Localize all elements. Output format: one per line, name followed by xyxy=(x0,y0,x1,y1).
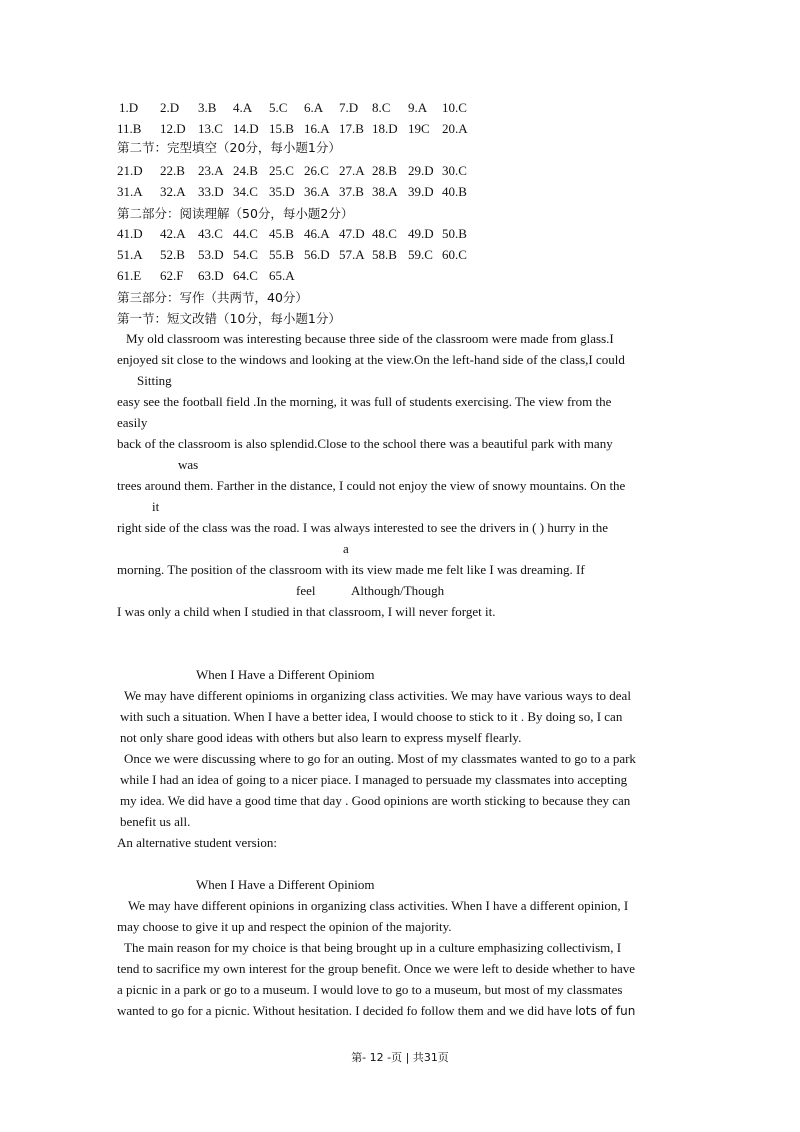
answer-cell: 19C xyxy=(408,121,430,136)
answer-cell: 54.C xyxy=(233,247,258,262)
answer-cell: 55.B xyxy=(269,247,294,262)
essay-line-text: lots of fun xyxy=(575,1004,636,1018)
essay-line: while I had an idea of going to a nicer piace. I managed to persuade my classmates into accepting xyxy=(120,772,628,787)
answer-cell: 34.C xyxy=(233,184,258,199)
answer-cell: 32.A xyxy=(160,184,186,199)
answer-cell: 62.F xyxy=(160,268,184,283)
answer-cell: 4.A xyxy=(233,100,253,115)
answer-cell: 42.A xyxy=(160,226,186,241)
answer-cell: 60.C xyxy=(442,247,467,262)
essay-line: may choose to give it up and respect the opinion of the majority. xyxy=(117,919,452,934)
essay-line: We may have different opinioms in organizing class activities. We may have various ways to deal xyxy=(124,688,631,703)
answer-cell: 17.B xyxy=(339,121,364,136)
answer-cell: 61.E xyxy=(117,268,142,283)
answer-cell: 3.B xyxy=(198,100,217,115)
answer-cell: 24.B xyxy=(233,163,258,178)
essay-line: not only share good ideas with others but also learn to express myself flearly. xyxy=(120,730,522,745)
essay-line: a picnic in a park or go to a museum. I would love to go to a museum, but most of my classmates xyxy=(117,982,623,997)
answer-cell: 20.A xyxy=(442,121,468,136)
correction-mark: a xyxy=(343,541,349,556)
essay-line: with such a situation. When I have a better idea, I would choose to stick to it . By doing so, I can xyxy=(120,709,623,724)
essay-title: When I Have a Different Opiniom xyxy=(196,877,375,892)
answer-cell: 21.D xyxy=(117,163,143,178)
answer-cell: 38.A xyxy=(372,184,398,199)
heading-cloze: 第二节：完型填空（20分，每小题1分） xyxy=(117,140,341,155)
answer-cell: 45.B xyxy=(269,226,294,241)
answer-cell: 43.C xyxy=(198,226,223,241)
correction-line: I was only a child when I studied in that classroom, I will never forget it. xyxy=(117,604,496,619)
essay-line: benefit us all. xyxy=(120,814,191,829)
answer-cell: 28.B xyxy=(372,163,397,178)
correction-line: right side of the class was the road. I was always interested to see the drivers in ( ) hurry in the xyxy=(117,520,608,535)
answer-cell: 50.B xyxy=(442,226,467,241)
heading-correction: 第一节：短文改错（10分，每小题1分） xyxy=(117,311,341,326)
correction-mark: Although/Though xyxy=(351,583,445,598)
answer-cell: 26.C xyxy=(304,163,329,178)
correction-mark: was xyxy=(178,457,199,472)
answer-cell: 57.A xyxy=(339,247,365,262)
correction-mark: easily xyxy=(117,415,148,430)
answer-cell: 29.D xyxy=(408,163,434,178)
answer-cell: 27.A xyxy=(339,163,365,178)
answer-cell: 36.A xyxy=(304,184,330,199)
answer-cell: 10.C xyxy=(442,100,467,115)
answer-cell: 56.D xyxy=(304,247,330,262)
answer-cell: 11.B xyxy=(117,121,142,136)
correction-line: My old classroom was interesting because three side of the classroom were made from glass.I xyxy=(126,331,614,346)
answer-cell: 9.A xyxy=(408,100,428,115)
answer-cell: 49.D xyxy=(408,226,434,241)
essay-line xyxy=(117,1003,635,1019)
essay-line: Once we were discussing where to go for an outing. Most of my classmates wanted to go to a park xyxy=(124,751,636,766)
answer-cell: 16.A xyxy=(304,121,330,136)
essay-line: The main reason for my choice is that being brought up in a culture emphasizing collectivism, I xyxy=(124,940,622,955)
answer-cell: 47.D xyxy=(339,226,365,241)
answer-cell: 12.D xyxy=(160,121,186,136)
answer-cell: 25.C xyxy=(269,163,294,178)
answer-cell: 14.D xyxy=(233,121,259,136)
answer-cell: 53.D xyxy=(198,247,224,262)
answer-cell: 58.B xyxy=(372,247,397,262)
answer-cell: 6.A xyxy=(304,100,324,115)
answer-cell: 30.C xyxy=(442,163,467,178)
essay-line: tend to sacrifice my own interest for the group benefit. Once we were left to deside whether to have xyxy=(117,961,636,976)
answer-cell: 33.D xyxy=(198,184,224,199)
answer-cell: 39.D xyxy=(408,184,434,199)
essay-line-text: wanted to go for a picnic. Without hesitation. I decided fo follow them and we did have xyxy=(117,1003,576,1018)
answer-cell: 44.C xyxy=(233,226,258,241)
answer-cell: 65.A xyxy=(269,268,295,283)
essay-title: When I Have a Different Opiniom xyxy=(196,667,375,682)
correction-mark: it xyxy=(152,499,160,514)
answer-cell: 41.D xyxy=(117,226,143,241)
answer-cell: 59.C xyxy=(408,247,433,262)
answer-cell: 46.A xyxy=(304,226,330,241)
heading-reading: 第二部分：阅读理解（50分，每小题2分） xyxy=(117,206,354,221)
answer-cell: 23.A xyxy=(198,163,224,178)
answer-cell: 22.B xyxy=(160,163,185,178)
answer-cell: 52.B xyxy=(160,247,185,262)
correction-line: back of the classroom is also splendid.Close to the school there was a beautiful park with many xyxy=(117,436,613,451)
correction-line: easy see the football field .In the morning, it was full of students exercising. The view from the xyxy=(117,394,612,409)
answer-cell: 13.C xyxy=(198,121,223,136)
answer-cell: 40.B xyxy=(442,184,467,199)
answer-cell: 15.B xyxy=(269,121,294,136)
answer-cell: 5.C xyxy=(269,100,288,115)
correction-line: trees around them. Farther in the distance, I could not enjoy the view of snowy mountains. On the xyxy=(117,478,626,493)
answer-cell: 31.A xyxy=(117,184,143,199)
correction-line: morning. The position of the classroom with its view made me felt like I was dreaming. If xyxy=(117,562,585,577)
answer-cell: 48.C xyxy=(372,226,397,241)
heading-writing: 第三部分：写作（共两节，40分） xyxy=(117,290,308,305)
answer-cell: 2.D xyxy=(160,100,180,115)
page-footer: 第- 12 -页 | 共31页 xyxy=(351,1051,449,1064)
essay-line: We may have different opinions in organizing class activities. When I have a different opinion, I xyxy=(128,898,629,913)
answer-cell: 7.D xyxy=(339,100,359,115)
essay-line: my idea. We did have a good time that day . Good opinions are worth sticking to because they can xyxy=(120,793,631,808)
answer-cell: 64.C xyxy=(233,268,258,283)
answer-cell: 35.D xyxy=(269,184,295,199)
answer-cell: 1.D xyxy=(119,100,139,115)
answer-cell: 51.A xyxy=(117,247,143,262)
answer-cell: 63.D xyxy=(198,268,224,283)
answer-cell: 37.B xyxy=(339,184,364,199)
correction-line: enjoyed sit close to the windows and looking at the view.On the left-hand side of the class,I could xyxy=(117,352,625,367)
answer-cell: 8.C xyxy=(372,100,391,115)
alternative-label: An alternative student version: xyxy=(117,835,277,850)
correction-mark: Sitting xyxy=(137,373,172,388)
answer-cell: 18.D xyxy=(372,121,398,136)
correction-mark: feel xyxy=(296,583,316,598)
